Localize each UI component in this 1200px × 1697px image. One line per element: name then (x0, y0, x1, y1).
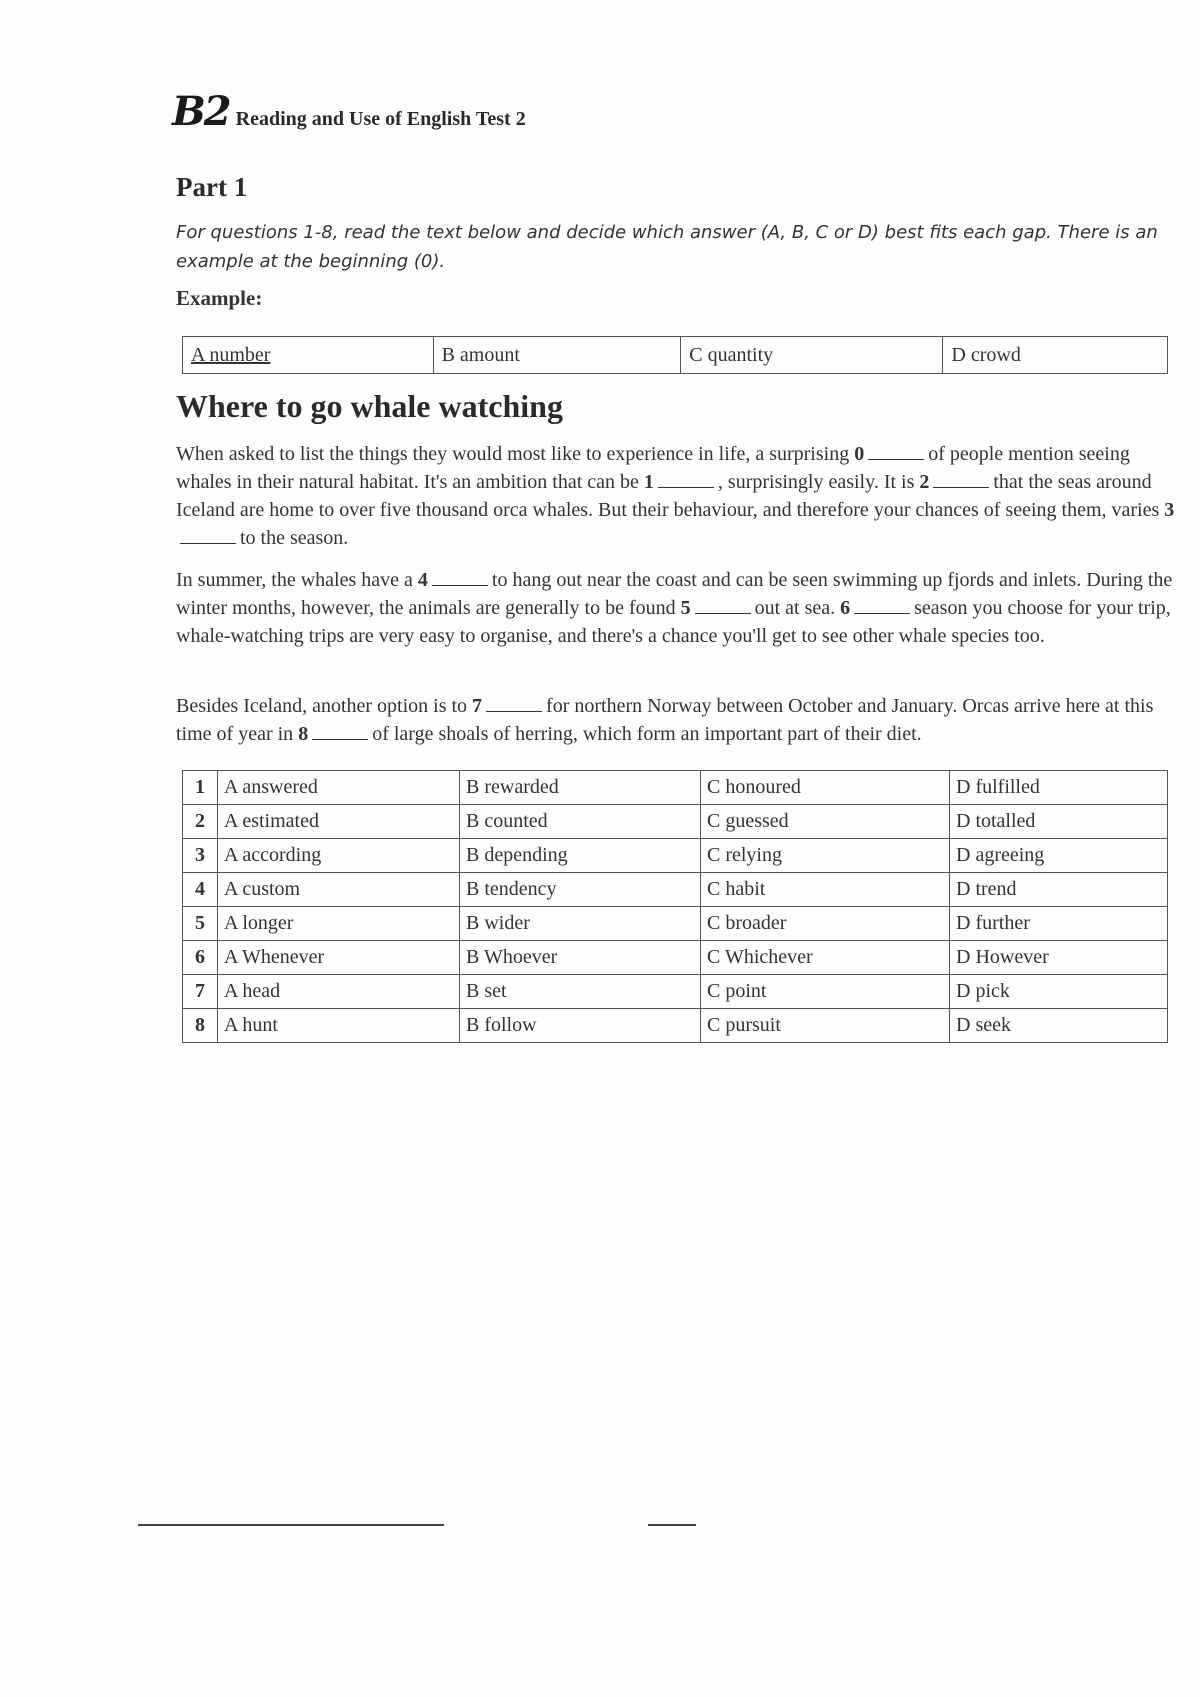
passage-text: , surprisingly easily. It is (717, 471, 915, 493)
option-c: C Whichever (701, 941, 950, 975)
question-row (183, 839, 1168, 873)
option-c: C pursuit (701, 1009, 950, 1043)
question-row (183, 771, 1168, 805)
gap-number: 5 (680, 597, 691, 619)
option-a: A hunt (218, 1009, 460, 1043)
gap-number: 6 (840, 597, 851, 619)
footer-rule-right (648, 1524, 696, 1526)
option-d: D trend (950, 873, 1168, 907)
passage-text: to the season. (240, 527, 349, 549)
gap-number: 0 (854, 443, 865, 465)
gap-number: 3 (1164, 499, 1175, 521)
option-a: A according (218, 839, 460, 873)
question-number: 1 (183, 771, 218, 805)
gap-blank (933, 486, 989, 488)
option-c: C honoured (701, 771, 950, 805)
level-badge: B2 (172, 88, 230, 135)
question-number: 3 (183, 839, 218, 873)
passage-text: out at sea. (754, 597, 836, 619)
text-title: Where to go whale watching (176, 388, 563, 424)
option-b: B follow (460, 1009, 701, 1043)
question-row (183, 975, 1168, 1009)
passage-text: of large shoals of herring, which form an important part of their diet. (372, 723, 922, 745)
question-number: 5 (183, 907, 218, 941)
option-a: A custom (218, 873, 460, 907)
paragraph-2 (176, 566, 1181, 650)
instructions: For questions 1-8, read the text below and decide which answer (A, B, C or D) best fits each gap. There is an example at the beginning (0). (176, 222, 1158, 272)
option-a: A Whenever (218, 941, 460, 975)
option-a: A answered (218, 771, 460, 805)
option-c: C point (701, 975, 950, 1009)
question-number: 8 (183, 1009, 218, 1043)
gap-blank (868, 458, 924, 460)
passage-text: for northern Norway between October and January. Orcas arrive here at this time of year in (176, 695, 1154, 745)
option-b: B depending (460, 839, 701, 873)
gap-number: 7 (472, 695, 483, 717)
option-a: A longer (218, 907, 460, 941)
gap-blank (180, 542, 236, 544)
page-header (172, 88, 526, 135)
gap-blank (854, 612, 910, 614)
option-b: B rewarded (460, 771, 701, 805)
options-table (182, 770, 1168, 1043)
option-a: A estimated (218, 805, 460, 839)
question-number: 4 (183, 873, 218, 907)
option-c: C relying (701, 839, 950, 873)
gap-number: 2 (919, 471, 930, 493)
option-d: D fulfilled (950, 771, 1168, 805)
passage-text: When asked to list the things they would most like to experience in life, a surprising (176, 443, 850, 465)
gap-number: 1 (643, 471, 654, 493)
passage-text: to hang out near the coast and can be seen swimming up fjords and inlets. During the winter months, however, the animals are generally to be found (176, 569, 1173, 619)
option-d: D However (950, 941, 1168, 975)
gap-blank (432, 584, 488, 586)
option-d: D totalled (950, 805, 1168, 839)
option-d: D pick (950, 975, 1168, 1009)
gap-number: 4 (417, 569, 428, 591)
example-label: Example: (176, 286, 263, 310)
example-table (182, 336, 1168, 374)
option-c: C guessed (701, 805, 950, 839)
option-d: D agreeing (950, 839, 1168, 873)
example-option-b: B amount (433, 337, 681, 374)
footer-rule-left (138, 1524, 444, 1526)
passage-text: Besides Iceland, another option is to (176, 695, 468, 717)
option-b: B counted (460, 805, 701, 839)
option-c: C habit (701, 873, 950, 907)
passage-text: of people mention seeing whales in their natural habitat. It's an ambition that can be (176, 443, 1130, 493)
option-c: C broader (701, 907, 950, 941)
gap-blank (658, 486, 714, 488)
passage-text: season you choose for your trip, whale-watching trips are very easy to organise, and there's a chance you'll get to see other whale species too. (176, 597, 1171, 647)
option-d: D further (950, 907, 1168, 941)
option-b: B Whoever (460, 941, 701, 975)
question-row (183, 873, 1168, 907)
part-title: Part 1 (176, 172, 248, 202)
option-a: A head (218, 975, 460, 1009)
question-row (183, 941, 1168, 975)
passage-text: that the seas around Iceland are home to over five thousand orca whales. But their behaviour, and therefore your chances of seeing them, varies (176, 471, 1160, 521)
gap-blank (486, 710, 542, 712)
example-option-d: D crowd (943, 337, 1168, 374)
question-number: 2 (183, 805, 218, 839)
paragraph-1 (176, 440, 1181, 552)
option-b: B set (460, 975, 701, 1009)
gap-blank (312, 738, 368, 740)
passage-text: In summer, the whales have a (176, 569, 413, 591)
question-row (183, 805, 1168, 839)
example-option-c: C quantity (681, 337, 943, 374)
option-b: B tendency (460, 873, 701, 907)
question-number: 7 (183, 975, 218, 1009)
example-option-a: A number (183, 337, 434, 374)
question-row (183, 907, 1168, 941)
paragraph-3 (176, 692, 1181, 748)
gap-number: 8 (298, 723, 309, 745)
example-row (183, 337, 1168, 374)
test-title: Reading and Use of English Test 2 (235, 108, 526, 130)
option-b: B wider (460, 907, 701, 941)
question-number: 6 (183, 941, 218, 975)
gap-blank (695, 612, 751, 614)
question-row (183, 1009, 1168, 1043)
option-d: D seek (950, 1009, 1168, 1043)
